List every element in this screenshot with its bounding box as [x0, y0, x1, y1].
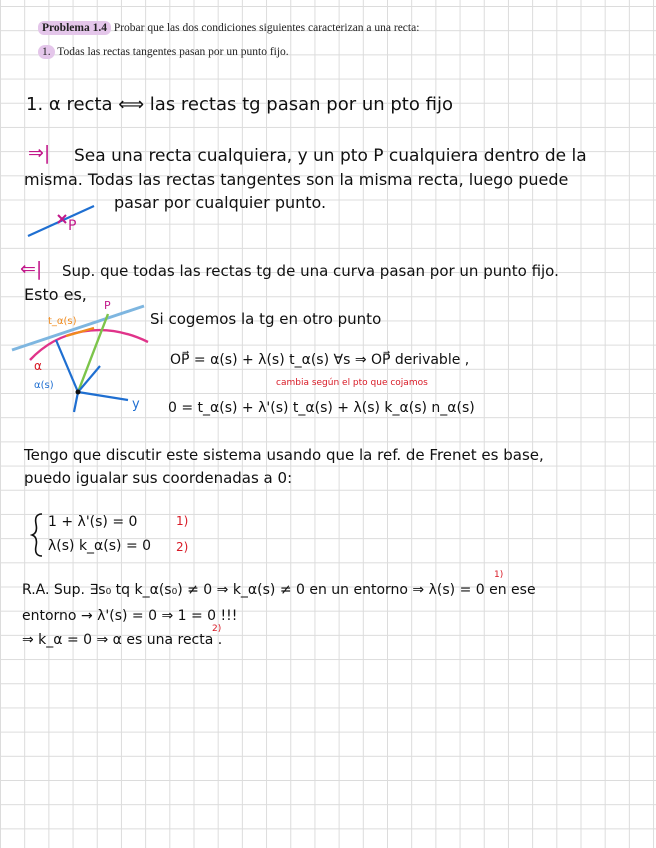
ra-line-3: ⇒ k_α = 0 ⇒ α es una recta .: [22, 632, 223, 648]
forward-line-2: misma. Todas las rectas tangentes son la misma recta, luego puede: [24, 170, 569, 189]
position-vector: [56, 340, 78, 392]
system-eq-2-tag: 2): [176, 540, 189, 554]
problem-item-1: [38, 46, 289, 58]
figure-line-point: [22, 198, 112, 248]
ra-tag-1: 1): [494, 570, 504, 580]
item-text: Todas las rectas tangentes pasan por un punto fijo.: [57, 46, 289, 58]
problem-statement: [38, 22, 419, 34]
ra-line-2: entorno → λ'(s) = 0 ⇒ 1 = 0 !!!: [22, 608, 238, 624]
curve-alpha: [30, 330, 148, 360]
discussion-line-2: puedo igualar sus coordenadas a 0:: [24, 469, 293, 487]
ra-tag-2: 2): [212, 624, 222, 634]
forward-arrow: ⇒|: [28, 142, 51, 164]
tangent-line: [12, 306, 144, 350]
axis-y: [78, 392, 128, 400]
axis-x: [74, 392, 78, 412]
position-label: α(s): [34, 380, 54, 391]
axis-z: [78, 366, 100, 392]
fig1-point-label: P: [68, 218, 77, 234]
equation-derivative: 0 = t_α(s) + λ'(s) t_α(s) + λ(s) k_α(s) n_α(s): [168, 400, 475, 416]
system-eq-1-tag: 1): [176, 514, 189, 528]
item-number: 1.: [38, 45, 55, 59]
system-eq-2: λ(s) k_α(s) = 0: [48, 538, 152, 554]
problem-text: Probar que las dos condiciones siguientes caracterizan a una recta:: [113, 22, 420, 34]
origin-point: [76, 390, 81, 395]
point-p-label: P: [104, 300, 111, 312]
other-point-text: Si cogemos la tg en otro punto: [150, 310, 382, 328]
axis-y-label: y: [132, 397, 140, 412]
system-brace: [30, 512, 46, 558]
figure-curve-tangent: [8, 300, 158, 420]
equation-op-note: cambia según el pto que cojamos: [276, 378, 428, 388]
equation-op: OP⃗ = α(s) + λ(s) t_α(s) ∀s ⇒ OP⃗ derivable ,: [170, 352, 470, 368]
backward-line-1: Sup. que todas las rectas tg de una curva pasan por un punto fijo.: [62, 262, 559, 280]
problem-label: Problema 1.4: [38, 21, 111, 35]
backward-arrow: ⇐|: [20, 258, 43, 280]
discussion-line-1: Tengo que discutir este sistema usando que la ref. de Frenet es base,: [24, 446, 544, 464]
system-eq-1: 1 + λ'(s) = 0: [48, 514, 138, 530]
tangent-label: t_α(s): [48, 316, 77, 327]
ra-line-1: R.A. Sup. ∃s₀ tq k_α(s₀) ≠ 0 ⇒ k_α(s) ≠ 0 en un entorno ⇒ λ(s) = 0 en ese: [22, 582, 536, 598]
notes-heading: 1. α recta ⟺ las rectas tg pasan por un pto fijo: [26, 94, 453, 115]
curve-label: α: [34, 359, 42, 373]
forward-line-3: pasar por cualquier punto.: [114, 193, 327, 212]
backward-line-2: Esto es,: [24, 285, 87, 304]
forward-line-1: Sea una recta cualquiera, y un pto P cualquiera dentro de la: [74, 146, 587, 166]
